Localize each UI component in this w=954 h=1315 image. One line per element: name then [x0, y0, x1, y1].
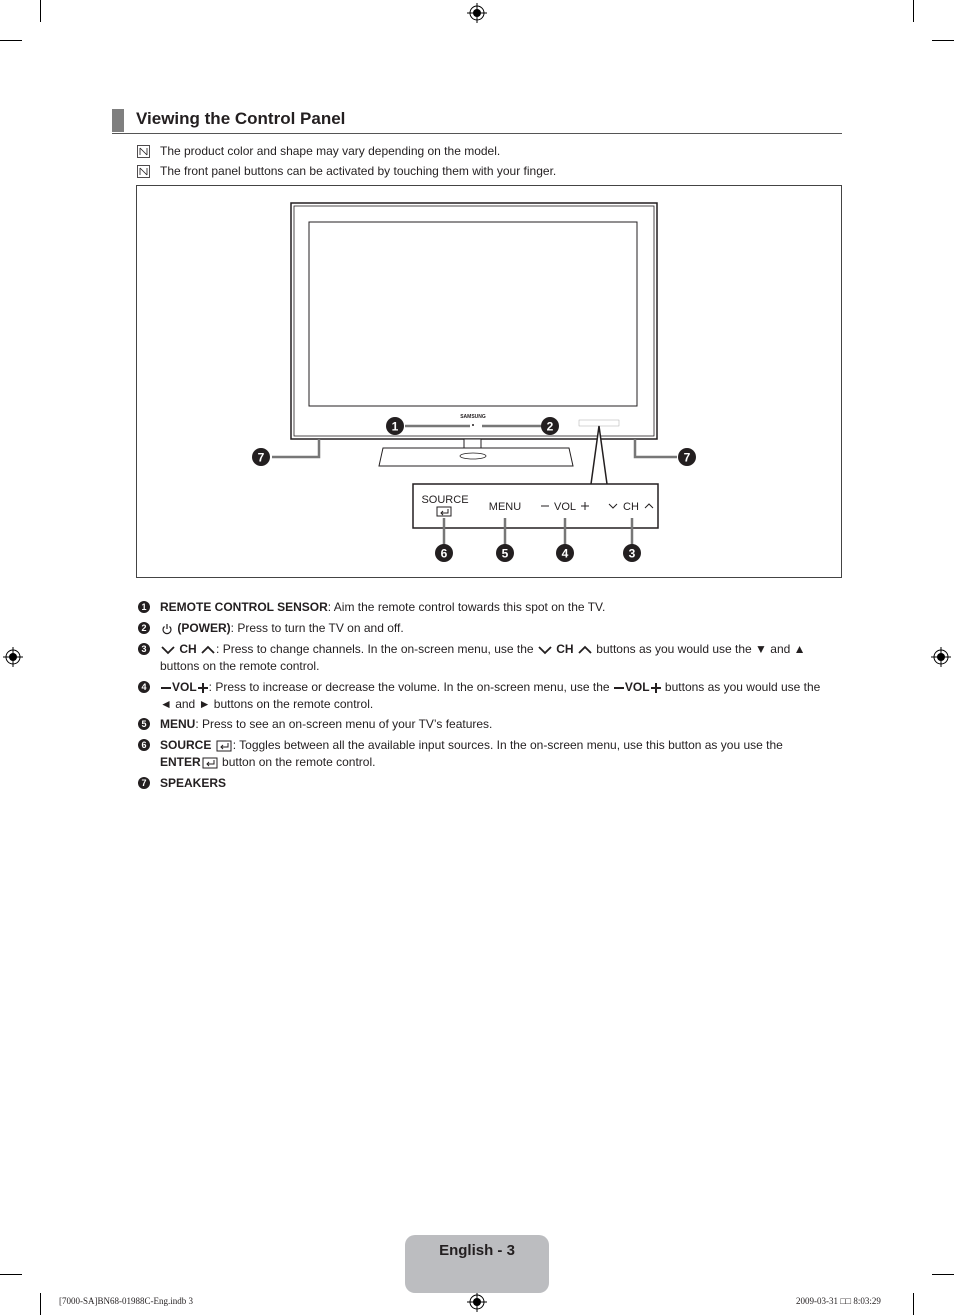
- note-text: The product color and shape may vary depending on the model.: [160, 144, 501, 158]
- registration-mark-icon: [3, 647, 23, 667]
- note-text: The front panel buttons can be activated by touching them with your finger.: [160, 164, 557, 178]
- registration-mark-icon: [931, 647, 951, 667]
- item-label: MENU: [160, 717, 196, 731]
- item-label: (POWER): [177, 621, 231, 635]
- item-label-2: CH: [556, 642, 574, 656]
- power-led: [472, 424, 474, 426]
- item-number: 3: [138, 643, 150, 655]
- item-label-2: VOL: [624, 680, 650, 694]
- callout-6: [435, 544, 453, 562]
- control-panel-zoom: [413, 484, 658, 528]
- svg-text:5: 5: [501, 546, 509, 561]
- item-text-2: buttons as you would use the ▼ and ▲: [596, 642, 806, 656]
- item-text: : Toggles between all the available input sources. In the on-screen menu, use this button as you use the: [232, 738, 783, 752]
- callout-7-left: [252, 448, 270, 466]
- callout-1: [386, 417, 404, 435]
- item-number: 2: [138, 622, 150, 634]
- tv-stand: [379, 448, 573, 466]
- section-header: [112, 108, 842, 134]
- item-label: SPEAKERS: [160, 776, 227, 790]
- power-icon: [160, 623, 174, 635]
- chevron-up-icon: [577, 644, 593, 656]
- item-text-3: ◄ and ► buttons on the remote control.: [160, 697, 374, 711]
- item-text-2: button on the remote control.: [222, 755, 376, 769]
- svg-text:4: 4: [561, 546, 569, 561]
- page-number: English - 3: [439, 1242, 515, 1259]
- page-number-tab: [405, 1235, 549, 1293]
- svg-text:3: 3: [628, 546, 636, 561]
- svg-text:2: 2: [546, 419, 554, 434]
- registration-mark-icon: [467, 1292, 487, 1312]
- section-marker: [112, 109, 124, 132]
- callout-3: [623, 544, 641, 562]
- item-label: VOL: [172, 680, 197, 694]
- item-number: 7: [138, 777, 150, 789]
- source-label: SOURCE: [421, 494, 469, 506]
- file-slug: [7000-SA]BN68-01988C-Eng.indb 3: [59, 1296, 193, 1306]
- registration-mark-icon: [467, 3, 487, 23]
- crop-mark: [40, 0, 41, 22]
- section-title: Viewing the Control Panel: [136, 109, 346, 128]
- crop-mark: [0, 40, 22, 41]
- plus-icon: [197, 682, 209, 694]
- control-panel-diagram: [136, 185, 842, 578]
- item-label-2: ENTER: [160, 755, 201, 769]
- minus-icon: [613, 682, 625, 694]
- menu-label: MENU: [488, 501, 522, 513]
- note-icon: [137, 145, 150, 158]
- chevron-up-icon: [200, 644, 216, 656]
- brand-logo: SAMSUNG: [460, 414, 486, 420]
- callout-7-right: [678, 448, 696, 466]
- note-icon: [137, 165, 150, 178]
- item-number: 4: [138, 681, 150, 693]
- crop-mark: [932, 1274, 954, 1275]
- item-label: SOURCE: [160, 738, 212, 752]
- crop-mark: [40, 1293, 41, 1315]
- chevron-down-icon: [160, 644, 176, 656]
- item-text: : Aim the remote control towards this spot on the TV.: [327, 600, 606, 614]
- svg-text:7: 7: [683, 450, 691, 465]
- timestamp-slug: 2009-03-31 □□ 8:03:29: [796, 1296, 881, 1306]
- crop-mark: [913, 1293, 914, 1315]
- crop-mark: [0, 1274, 22, 1275]
- vol-label: VOL: [553, 501, 577, 513]
- svg-text:7: 7: [257, 450, 265, 465]
- tv-illustration: [137, 186, 841, 577]
- enter-icon: [215, 740, 233, 752]
- item-label: CH: [179, 642, 197, 656]
- item-number: 1: [138, 601, 150, 613]
- minus-icon: [160, 682, 172, 694]
- item-label: REMOTE CONTROL SENSOR: [160, 600, 328, 614]
- item-text-3: buttons on the remote control.: [160, 659, 320, 673]
- crop-mark: [913, 0, 914, 22]
- ch-label: CH: [623, 501, 639, 513]
- item-text-2: buttons as you would use the: [664, 680, 821, 694]
- item-text: : Press to increase or decrease the volume. In the on-screen menu, use the: [208, 680, 610, 694]
- enter-icon: [201, 757, 219, 769]
- item-text: : Press to see an on-screen menu of your TV’s features.: [195, 717, 493, 731]
- item-text: : Press to turn the TV on and off.: [230, 621, 404, 635]
- svg-text:1: 1: [391, 419, 399, 434]
- plus-icon: [650, 682, 662, 694]
- item-number: 5: [138, 718, 150, 730]
- item-number: 6: [138, 739, 150, 751]
- tv-screen: [309, 222, 637, 406]
- callout-5: [496, 544, 514, 562]
- svg-text:6: 6: [440, 546, 448, 561]
- crop-mark: [932, 40, 954, 41]
- chevron-down-icon: [537, 644, 553, 656]
- callout-2: [541, 417, 559, 435]
- callout-4: [556, 544, 574, 562]
- item-text: : Press to change channels. In the on-screen menu, use the: [216, 642, 534, 656]
